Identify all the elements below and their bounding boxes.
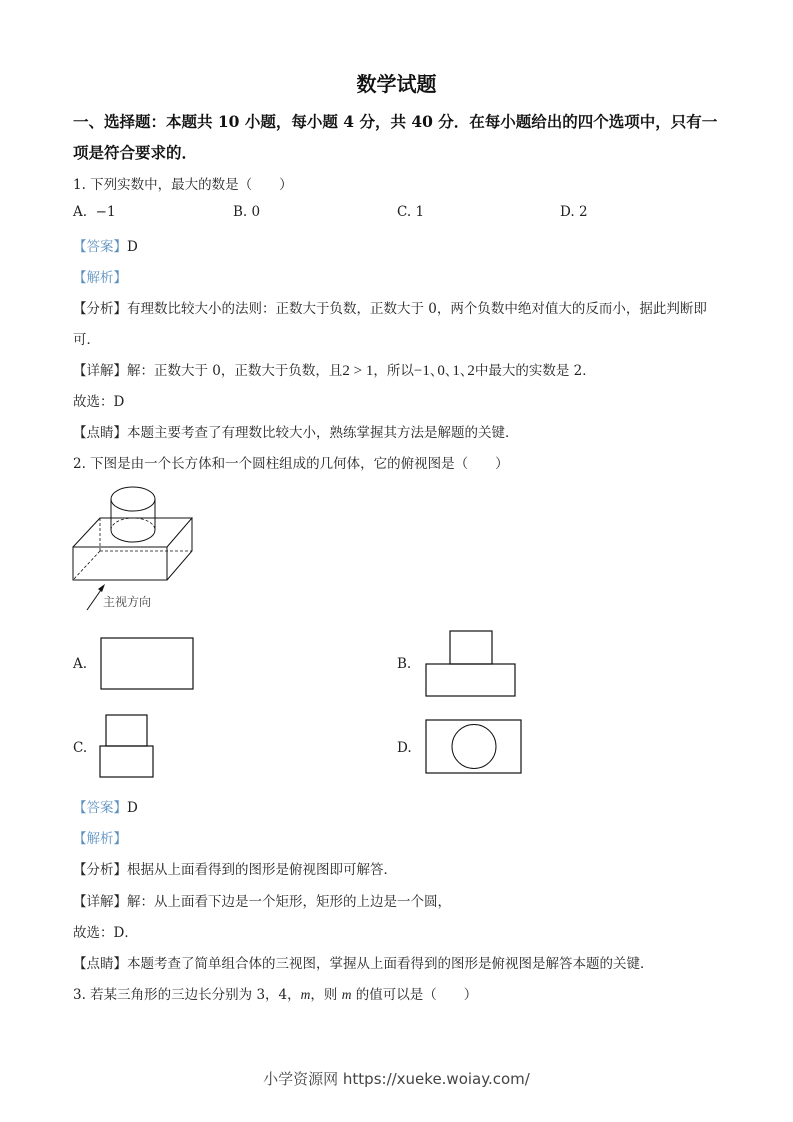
xiangjie-tag: 【详解】 (73, 363, 127, 379)
q1-option-c (397, 204, 424, 220)
analysis-tag: 【解析】 (73, 831, 127, 847)
q1-answer (73, 235, 138, 255)
q1-option-d (560, 204, 588, 220)
q2-guxuan: 故选：D． (73, 925, 138, 941)
fenxi-text: 有理数比较大小的法则：正数大于负数，正数大于 0，两个负数中绝对值大的反而小，据此判断即 (127, 301, 707, 317)
section-heading-line2: 项是符合要求的． (73, 143, 198, 162)
q2-option-a-label: A. (73, 656, 88, 672)
q1-fenxi-line2: 可． (73, 332, 100, 348)
q1-fenxi (73, 297, 707, 317)
option-value: −1 (95, 204, 116, 220)
q1-guxuan: 故选：D (73, 394, 125, 410)
xiangjie-text: 解：从上面看下边是一个矩形，矩形的上边是一个圆， (127, 894, 451, 910)
dianjing-tag: 【点睛】 (73, 956, 127, 972)
q2-option-d-label: D. (397, 740, 412, 756)
figure-caption: 主视方向 (103, 595, 152, 609)
q1-xiangjie (73, 359, 596, 380)
q1-dianjing (73, 421, 519, 441)
dianjing-text: 本题主要考查了有理数比较大小，熟练掌握其方法是解题的关键． (127, 425, 519, 441)
page-title: 数学试题 (356, 72, 437, 96)
fenxi-tag: 【分析】 (73, 301, 127, 317)
q3-stem (73, 983, 477, 1003)
q1-analysis-tag (73, 266, 127, 286)
q3-stem-c: 的值可以是（ ） (355, 987, 478, 1003)
q1-option-b (233, 204, 260, 220)
q2-option-c-figure (98, 714, 156, 780)
q2-option-b-label: B. (397, 656, 412, 672)
xiangjie-text-c: 中最大的实数是 2． (474, 363, 596, 379)
q2-answer (73, 796, 138, 816)
q3-stem-b: ，则 (310, 987, 338, 1003)
q2-option-c-label: C. (73, 740, 88, 756)
option-value: 1 (415, 204, 425, 220)
q2-option-a-figure (100, 636, 196, 692)
option-label: D. (560, 204, 575, 220)
fenxi-text: 根据从上面看得到的图形是俯视图即可解答． (127, 862, 397, 878)
option-label: C. (397, 204, 412, 220)
q2-xiangjie (73, 890, 451, 910)
option-label: A. (73, 204, 88, 220)
dianjing-tag: 【点睛】 (73, 425, 127, 441)
analysis-tag: 【解析】 (73, 270, 127, 286)
answer-tag: 【答案】 (73, 239, 127, 255)
xiangjie-text-b: ，所以 (373, 363, 414, 379)
math-2-gt-1: 2 > 1 (342, 363, 374, 379)
xiangjie-tag: 【详解】 (73, 894, 127, 910)
q2-stem: 2. 下图是由一个长方体和一个圆柱组成的几何体，它的俯视图是（ ） (73, 456, 509, 472)
xiangjie-text-a: 解：正数大于 0，正数大于负数，且 (127, 363, 343, 379)
q3-var-m2: m (341, 987, 352, 1002)
math-number-list: −1､0､1､2 (413, 363, 475, 379)
footer-watermark: 小学资源网 https://xueke.woiay.com/ (263, 1070, 530, 1088)
option-label: B. (233, 204, 248, 220)
q1-stem: 1. 下列实数中，最大的数是（ ） (73, 177, 293, 193)
fenxi-tag: 【分析】 (73, 862, 127, 878)
q2-fenxi (73, 858, 397, 878)
q2-3d-figure (60, 480, 260, 615)
q2-option-b-figure (424, 630, 518, 698)
q3-stem-a: 3. 若某三角形的三边长分别为 3，4， (73, 987, 301, 1003)
answer-value: D (127, 800, 138, 816)
answer-value: D (127, 239, 138, 255)
q1-option-a (73, 204, 116, 220)
q2-dianjing (73, 952, 654, 972)
section-heading-line1: 一、选择题：本题共 10 小题，每小题 4 分，共 40 分．在每小题给出的四个选项中，只有一 (73, 112, 718, 131)
q2-option-d-figure (424, 718, 524, 776)
answer-tag: 【答案】 (73, 800, 127, 816)
option-value: 2 (578, 204, 588, 220)
q3-var-m: m (300, 987, 311, 1002)
option-value: 0 (251, 204, 261, 220)
dianjing-text: 本题考查了简单组合体的三视图，掌握从上面看得到的图形是俯视图是解答本题的关键． (127, 956, 654, 972)
q2-analysis-tag (73, 827, 127, 847)
